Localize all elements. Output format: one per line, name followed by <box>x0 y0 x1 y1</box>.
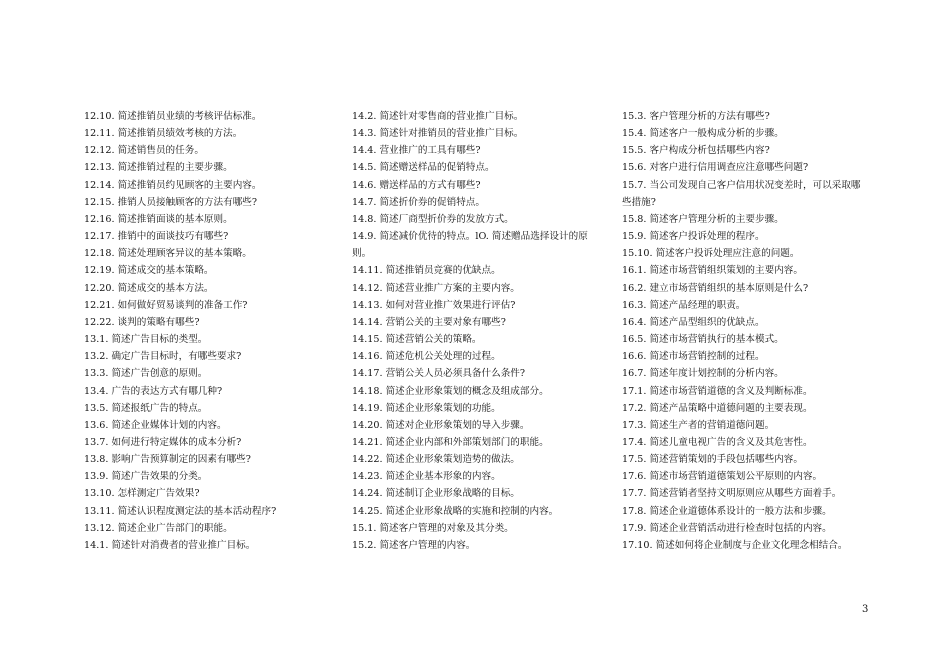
question-column-3 <box>622 108 870 554</box>
question-line: 15.8. 简述客户管理分析的主要步骤。 <box>622 213 784 225</box>
question-line: 13.8. 影响广告预算制定的因素有哪些? <box>84 454 251 466</box>
question-line: 14.21. 简述企业内部和外部策划部门的职能。 <box>352 436 549 448</box>
question-line: 12.11. 简述推销员绩效考核的方法。 <box>84 128 243 140</box>
question-line: 17.8. 简述企业道德体系设计的一般方法和步骤。 <box>622 505 832 517</box>
question-line: 17.1. 简述市场营销道德的含义及判断标准。 <box>622 385 813 397</box>
question-line: 14.4. 营业推广的工具有哪些? <box>352 145 481 157</box>
question-line: 14.7. 简述折价券的促销特点。 <box>352 196 485 208</box>
question-column-2 <box>352 108 602 554</box>
question-line: 17.10. 简述如何将企业制度与企业文化理念相结合。 <box>622 539 848 551</box>
question-line: 12.18. 简述处理顾客异议的基本策略。 <box>84 248 252 260</box>
question-line: 12.19. 简述成交的基本策略。 <box>84 265 214 277</box>
question-line: 16.5. 简述市场营销执行的基本模式。 <box>622 334 784 346</box>
question-line: 12.17. 推销中的面谈技巧有哪些? <box>84 231 229 243</box>
question-line: 13.7. 如何进行特定媒体的成本分析? <box>84 436 242 448</box>
question-line: 15.10. 简述客户投诉处理应注意的问题。 <box>622 248 800 260</box>
question-line: 13.10. 怎样测定广告效果? <box>84 488 200 500</box>
question-line: 16.3. 简述产品经理的职责。 <box>622 299 746 311</box>
question-line: 17.9. 简述企业营销活动进行检查时包括的内容。 <box>622 522 832 534</box>
question-line: 16.2. 建立市场营销组织的基本原则是什么? <box>622 282 809 294</box>
question-line: 14.5. 简述赠送样品的促销特点。 <box>352 162 495 174</box>
question-line: 15.9. 简述客户投诉处理的程序。 <box>622 231 765 243</box>
question-line: 14.17. 营销公关人员必须具备什么条件? <box>352 368 526 380</box>
question-line: 13.4. 广告的表达方式有哪几种? <box>84 385 223 397</box>
question-line: 12.12. 简述销售员的任务。 <box>84 145 204 157</box>
question-line: 14.22. 简述企业形象策划造势的做法。 <box>352 454 520 466</box>
question-line: 14.24. 简述制订企业形象战略的目标。 <box>352 488 520 500</box>
question-line: 14.8. 简述厂商型折价券的发放方式。 <box>352 213 514 225</box>
question-line: 14.16. 简述危机公关处理的过程。 <box>352 351 501 363</box>
question-line: 12.15. 推销人员接触顾客的方法有哪些? <box>84 196 258 208</box>
question-line: 15.5. 客户构成分析包括哪些内容? <box>622 145 770 157</box>
question-line: 17.7. 简述营销者坚持文明原则应从哪些方面着手。 <box>622 488 842 500</box>
question-line: 14.1. 简述针对消费者的营业推广目标。 <box>84 539 256 551</box>
question-line: 14.23. 简述企业基本形象的内容。 <box>352 471 501 483</box>
question-line: 14.2. 简述针对零售商的营业推广目标。 <box>352 111 524 122</box>
question-line: 14.13. 如何对营业推广效果进行评估? <box>352 299 516 311</box>
question-line: 16.1. 简述市场营销组织策划的主要内容。 <box>622 265 803 277</box>
question-line: 12.13. 简述推销过程的主要步骤。 <box>84 162 233 174</box>
question-line: 16.4. 简述产品型组织的优缺点。 <box>622 316 765 328</box>
question-line: 15.6. 对客户进行信用调查应注意哪些问题? <box>622 162 809 174</box>
question-line: 13.9. 简述广告效果的分类。 <box>84 471 208 483</box>
question-line: 13.6. 简述企业媒体计划的内容。 <box>84 419 227 431</box>
question-line: 12.10. 简述推销员业绩的考核评估标准。 <box>84 111 262 122</box>
question-line: 14.14. 营销公关的主要对象有哪些? <box>352 316 506 328</box>
question-line: 14.25. 简述企业形象战略的实施和控制的内容。 <box>352 505 559 517</box>
question-line: 13.5. 简述报纸广告的特点。 <box>84 402 208 414</box>
question-line: 17.4. 简述儿童电视广告的含义及其危害性。 <box>622 436 813 448</box>
page-number: 3 <box>862 604 869 615</box>
question-line: 17.5. 简述营销策划的手段包括哪些内容。 <box>622 454 803 466</box>
question-line: 17.6. 简述市场营销道德策划公平原则的内容。 <box>622 471 823 483</box>
question-line: 些措施? <box>622 196 656 208</box>
question-column-1 <box>84 108 329 554</box>
question-line: 15.1. 简述客户管理的对象及其分类。 <box>352 522 514 534</box>
question-line: 14.12. 简述营业推广方案的主要内容。 <box>352 282 520 294</box>
question-line: 12.14. 简述推销员约见顾客的主要内容。 <box>84 179 262 191</box>
question-line: 16.7. 简述年度计划控制的分析内容。 <box>622 368 784 380</box>
question-line: 13.1. 简述广告目标的类型。 <box>84 334 208 346</box>
question-line: 14.9. 简述减价优待的特点。lO. 简述赠品选择设计的原 <box>352 231 588 243</box>
question-line: 14.3. 简述针对推销员的营业推广目标。 <box>352 128 524 140</box>
question-line: 14.11. 简述推销员竞赛的优缺点。 <box>352 265 501 277</box>
question-line: 15.4. 简述客户一般构成分析的步骤。 <box>622 128 784 140</box>
question-line: 15.2. 简述客户管理的内容。 <box>352 539 476 551</box>
question-line: 12.21. 如何做好贸易谈判的准备工作? <box>84 299 248 311</box>
question-line: 17.2. 简述产品策略中道德问题的主要表现。 <box>622 402 813 414</box>
question-line: 17.3. 简述生产者的营销道德问题。 <box>622 419 775 431</box>
question-line: 14.6. 赠送样品的方式有哪些? <box>352 179 481 191</box>
question-line: 则。 <box>352 248 372 260</box>
question-line: 12.16. 简述推销面谈的基本原则。 <box>84 213 233 225</box>
question-line: 13.2. 确定广告目标时，有哪些要求? <box>84 351 242 363</box>
question-line: 13.11. 简述认识程度测定法的基本活动程序? <box>84 505 277 517</box>
question-line: 14.19. 简述企业形象策划的功能。 <box>352 402 501 414</box>
question-line: 14.20. 简述对企业形象策划的导入步骤。 <box>352 419 530 431</box>
question-line: 16.6. 简述市场营销控制的过程。 <box>622 351 765 363</box>
question-line: 15.7. 当公司发现自己客户信用状况变差时，可以采取哪 <box>622 179 861 191</box>
question-line: 12.22. 谈判的策略有哪些? <box>84 316 200 328</box>
question-line: 14.15. 简述营销公关的策略。 <box>352 334 482 346</box>
question-line: 14.18. 简述企业形象策划的概念及组成部分。 <box>352 385 549 397</box>
question-line: 15.3. 客户管理分析的方法有哪些? <box>622 111 770 122</box>
question-line: 13.3. 简述广告创意的原则。 <box>84 368 208 380</box>
question-line: 13.12. 简述企业广告部门的职能。 <box>84 522 233 534</box>
question-line: 12.20. 简述成交的基本方法。 <box>84 282 214 294</box>
